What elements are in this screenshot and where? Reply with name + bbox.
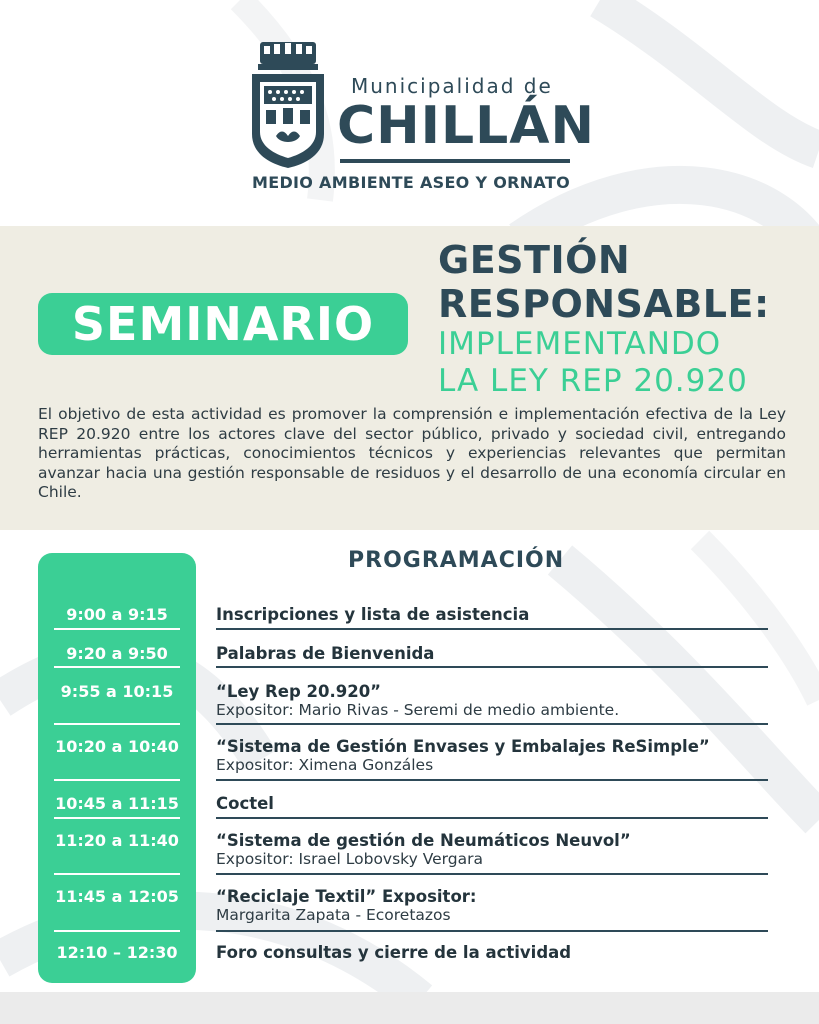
schedule-time: 10:45 a 11:15	[55, 794, 179, 813]
schedule-speaker: Expositor: Mario Rivas - Seremi de medio ambiente.	[216, 701, 620, 719]
schedule-speaker: Expositor: Israel Lobovsky Vergara	[216, 850, 483, 868]
municipality-label: Municipalidad de	[351, 74, 553, 98]
row-divider	[216, 873, 768, 875]
schedule-time: 10:20 a 10:40	[55, 737, 179, 756]
schedule-time: 9:20 a 9:50	[66, 644, 168, 663]
schedule-activity: Coctel	[216, 794, 274, 813]
row-divider	[216, 723, 768, 725]
time-divider	[54, 723, 180, 725]
row-divider	[216, 628, 768, 630]
objective-paragraph: El objetivo de esta actividad es promover la comprensión e implementación efectiva de la Ley REP 20.920 entre los actores clave del sector público, privado y sociedad civil, entregando herramientas prácticas, conocimientos técnicos y experiencias relevantes que permitan avanzar hacia una gestión responsable de residuos y el desarrollo de una economía circular en Chile.	[38, 405, 786, 501]
schedule-activity: “Ley Rep 20.920”	[216, 682, 382, 701]
schedule-speaker: Expositor: Ximena Gonzáles	[216, 756, 434, 774]
row-divider	[216, 779, 768, 781]
schedule-activity: “Sistema de Gestión Envases y Embalajes ReSimple”	[216, 737, 710, 756]
schedule-activity: Palabras de Bienvenida	[216, 644, 435, 663]
event-subtitle	[438, 326, 748, 400]
time-divider	[54, 817, 180, 819]
schedule-time: 11:45 a 12:05	[55, 887, 179, 906]
event-title-line-1: GESTIÓN	[438, 238, 631, 282]
schedule-activity: Foro consultas y cierre de la actividad	[216, 943, 572, 962]
time-divider	[54, 628, 180, 630]
schedule-time: 9:00 a 9:15	[66, 605, 168, 624]
seminar-badge: SEMINARIO	[38, 293, 408, 355]
municipal-crest-icon	[248, 38, 328, 170]
time-divider	[54, 930, 180, 932]
schedule-time: 11:20 a 11:40	[55, 831, 179, 850]
schedule-activity: “Sistema de gestión de Neumáticos Neuvol”	[216, 831, 631, 850]
event-subtitle-line-1: IMPLEMENTANDO	[438, 326, 722, 362]
footer-band	[0, 992, 819, 1024]
schedule-time: 9:55 a 10:15	[60, 682, 174, 701]
row-divider	[216, 817, 768, 819]
row-divider	[216, 666, 768, 668]
schedule-activity: “Reciclaje Textil” Expositor:	[216, 887, 477, 906]
schedule-time: 12:10 – 12:30	[56, 943, 178, 962]
event-title	[438, 238, 770, 326]
time-divider	[54, 779, 180, 781]
logo-underline	[340, 159, 570, 163]
event-subtitle-line-2: LA LEY REP 20.920	[438, 363, 748, 399]
row-divider	[216, 930, 768, 932]
program-title: PROGRAMACIÓN	[348, 548, 565, 573]
department-name: MEDIO AMBIENTE ASEO Y ORNATO	[252, 173, 570, 192]
city-name: CHILLÁN	[337, 96, 596, 156]
time-divider	[54, 666, 180, 668]
header	[0, 0, 819, 225]
time-divider	[54, 873, 180, 875]
event-title-line-2: RESPONSABLE:	[438, 282, 770, 326]
schedule-activity: Inscripciones y lista de asistencia	[216, 605, 530, 624]
schedule-speaker: Margarita Zapata - Ecoretazos	[216, 906, 451, 924]
